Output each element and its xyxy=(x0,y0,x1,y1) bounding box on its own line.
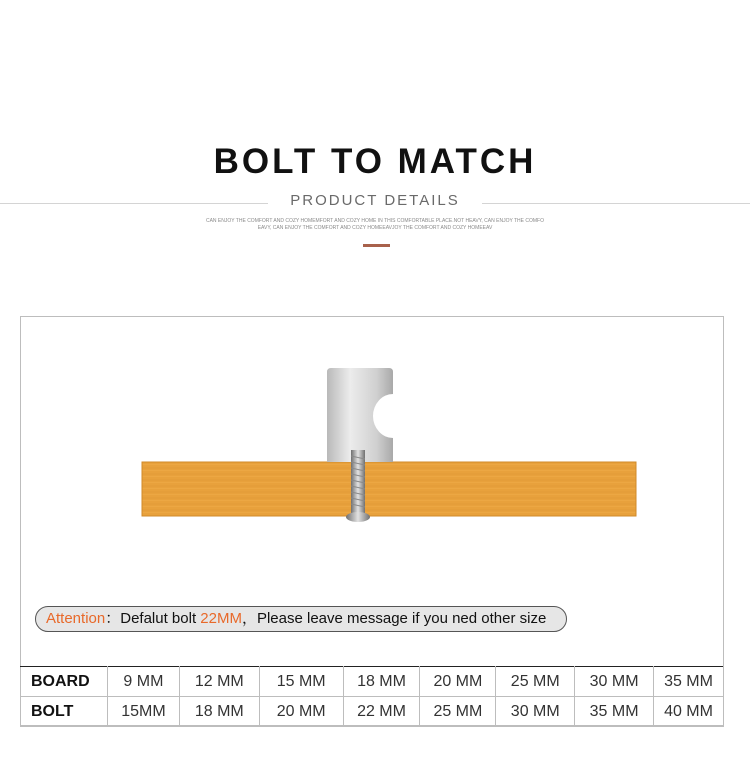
table-cell: 18 MM xyxy=(179,697,259,727)
attention-separator: ： xyxy=(105,610,121,627)
page-title: BOLT TO MATCH xyxy=(213,142,537,181)
table-cell: 12 MM xyxy=(179,667,259,697)
attention-banner xyxy=(35,606,567,632)
table-cell: 18 MM xyxy=(343,667,420,697)
table-cell: 15MM xyxy=(107,697,179,727)
knob-body xyxy=(327,368,393,462)
table-cell: 15 MM xyxy=(259,667,343,697)
fine-print-line-2: EAVY, CAN ENJOY THE COMFORT AND COZY HOMEEAVJOY THE COMFORT AND COZY HOMEEAV xyxy=(257,225,493,231)
fine-print xyxy=(185,218,565,232)
fine-print-line-1: CAN ENJOY THE COMFORT AND COZY HOMEMFORT AND COZY HOME IN THIS COMFORTABLE PLACE.NOT HEAVY, CAN ENJOY THE COMFO xyxy=(205,218,545,224)
table-cell: 30 MM xyxy=(575,667,654,697)
table-cell: 40 MM xyxy=(654,697,724,727)
size-table xyxy=(20,666,724,727)
table-cell: 20 MM xyxy=(259,697,343,727)
product-image-knob-on-board xyxy=(140,364,640,524)
table-cell: 30 MM xyxy=(496,697,575,727)
attention-label: Attention xyxy=(46,610,106,627)
default-bolt-size: 22MM xyxy=(200,610,242,627)
table-cell: 25 MM xyxy=(496,667,575,697)
attention-text-end: ，Please leave message if you ned other size xyxy=(241,610,547,627)
row-header-bolt: BOLT xyxy=(21,697,108,727)
accent-bar xyxy=(363,244,390,247)
table-cell: 20 MM xyxy=(420,667,496,697)
table-row-bolt xyxy=(21,697,724,727)
attention-text: Defalut bolt xyxy=(120,610,201,627)
section-subtitle: PRODUCT DETAILS xyxy=(290,192,460,209)
table-row-board xyxy=(21,667,724,697)
table-cell: 35 MM xyxy=(575,697,654,727)
bolt-head xyxy=(346,512,370,522)
row-header-board: BOARD xyxy=(21,667,108,697)
table-cell: 22 MM xyxy=(343,697,420,727)
table-cell: 35 MM xyxy=(654,667,724,697)
table-cell: 25 MM xyxy=(420,697,496,727)
table-cell: 9 MM xyxy=(107,667,179,697)
wood-board xyxy=(142,462,636,516)
